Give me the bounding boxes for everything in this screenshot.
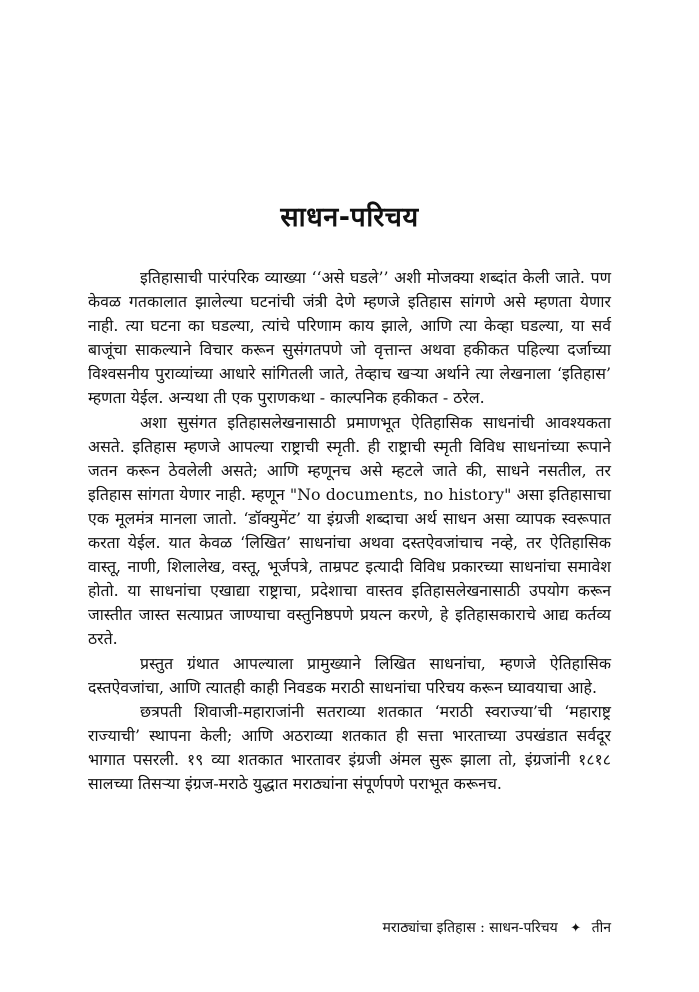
footer-page-number: तीन [591,920,611,936]
page-title: साधन-परिचय [280,202,419,234]
paragraph-1: इतिहासाची पारंपरिक व्याख्या ‘‘असे घडले’’ अशी मोजक्या शब्दांत केली जाते. पण केवळ गतकालात झालेल्या घटनांची जंत्री देणे म्हणजे इतिहास सांगणे असे म्हणता येणार नाही. त्या घटना का घडल्या, त्यांचे परिणाम काय झाले, आणि त्या केव्हा घडल्या, या सर्व बाजूंचा साकल्याने विचार करून सुसंगतपणे जो वृत्तान्त अथवा हकीकत पहिल्या दर्जाच्या विश्वसनीय पुराव्यांच्या आधारे सांगितली जाते, तेव्हाच खऱ्या अर्थाने त्या लेखनाला ‘इतिहास’ म्हणता येईल. अन्यथा ती एक पुराणकथा - काल्पनिक हकीकत - ठरेल. [88,268,611,408]
body-text [88,266,611,796]
star-separator-icon: ✦ [570,921,582,936]
page-footer [383,918,611,939]
paragraph-3: प्रस्तुत ग्रंथात आपल्याला प्रामुख्याने लिखित साधनांचा, म्हणजे ऐतिहासिक दस्तऐवजांचा, आणि त्यातही काही निवडक मराठी साधनांचा परिचय करून घ्यावयाचा आहे. [88,653,611,697]
paragraph-4: छत्रपती शिवाजी-महाराजांनी सतराव्या शतकात ‘मराठी स्वराज्या’ची ‘महाराष्ट्र राज्याची’ स्थापना केली; आणि अठराव्या शतकात ही सत्ता भारताच्या उपखंडात सर्वदूर भागात पसरली. १९ व्या शतकात भारतावर इंग्रजी अंमल सुरू झाला तो, इंग्रजांनी १८१८ सालच्या तिसऱ्या इंग्रज-मराठे युद्धात मराठ्यांना संपूर्णपणे पराभूत करूनच. [88,701,611,793]
paragraph-2: अशा सुसंगत इतिहासलेखनासाठी प्रमाणभूत ऐतिहासिक साधनांची आवश्यकता असते. इतिहास म्हणजे आपल्या राष्ट्राची स्मृती. ही राष्ट्राची स्मृती विविध साधनांच्या रूपाने जतन करून ठेवलेली असते; आणि म्हणूनच असे म्हटले जाते की, साधने नसतील, तर इतिहास सांगता येणार नाही. म्हणून "No documents, no history" असा इतिहासाचा एक मूलमंत्र मानला जातो. ‘डॉक्युमेंट’ या इंग्रजी शब्दाचा अर्थ साधन असा व्यापक स्वरूपात करता येईल. यात केवळ ‘लिखित’ साधनांचा अथवा दस्तऐवजांचाच नव्हे, तर ऐतिहासिक वास्तू, नाणी, शिलालेख, वस्तू, भूर्जपत्रे, ताम्रपट इत्यादी विविध प्रकारच्या साधनांचा समावेश होतो. या साधनांचा एखाद्या राष्ट्राचा, प्रदेशाचा वास्तव इतिहासलेखनासाठी उपयोग करून जास्तीत जास्त सत्याप्रत जाण्याचा वस्तुनिष्ठपणे प्रयत्न करणे, हे इतिहासकाराचे आद्य कर्तव्य ठरते. [88,412,611,649]
footer-book-title: मराठ्यांचा इतिहास : साधन-परिचय [382,920,558,936]
